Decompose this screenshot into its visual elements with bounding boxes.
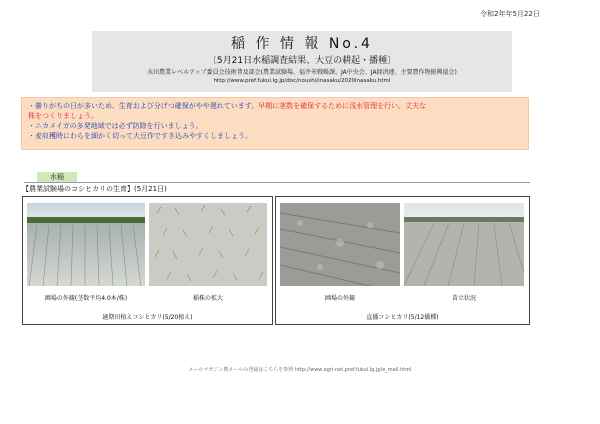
panel-caption-direct-seeded: 直播コシヒカリ(5/12播種) (366, 314, 439, 321)
photo-caption-plant-closeup: 稲株の拡大 (192, 295, 223, 302)
photo-caption-direct-seeded-field: 圃場の外観 (324, 295, 355, 302)
photo-seedling-establishment (404, 203, 524, 286)
page-subtitle: 〔5月21日水稲調査結果、大豆の耕起・播種〕 (207, 56, 397, 66)
summary-line-2 (28, 111, 522, 121)
header-box (92, 31, 512, 92)
summary-line-1-text: ・曇りがちの日が多いため、生育および分げつ確保がやや遅れています。 (28, 102, 259, 110)
photo-rice-plant-closeup (149, 203, 267, 286)
issue-date: 令和2年年5月22日 (480, 10, 540, 18)
organization-line: 水田農業レベルアップ委員会技術普及部会(農業試験場、福井米戦略課、JA中央会、JA経済連、主要農作物振興協会) (147, 69, 457, 76)
section-tag-rice: 水稲 (37, 172, 77, 182)
summary-line-1 (28, 101, 522, 111)
summary-line-4: ・麦収穫時にわらを細かく切って大豆作ですき込みやすくしましょう。 (28, 132, 252, 140)
summary-line-2-highlight: 株をつくりましょう。 (28, 112, 98, 120)
summary-line-3: ・ニカメイガの多発地域では必ず防除を行いましょう。 (28, 122, 203, 130)
summary-line-1-highlight: 早期に茎数を確保するために浅水管理を行い、丈夫な (258, 102, 427, 110)
section-divider (24, 182, 530, 183)
panel-transplanted (22, 196, 273, 325)
photo-caption-seedling-establishment: 苗立状況 (451, 295, 476, 302)
panel-direct-seeded (275, 196, 530, 325)
summary-box (21, 97, 529, 150)
footer-mail-magazine-link[interactable]: メールマガジン農メールの登録はこちらを参照 http://www.agri-net.pref.fukui.lg.jp/e_mail.html (188, 367, 412, 373)
panel-caption-transplanted: 適期田植えコシヒカリ(5/20植え) (102, 314, 193, 321)
photo-caption-field-overview: 圃場の外観(茎数平均4.0本/株) (44, 295, 128, 302)
section-subheading: 【農業試験場のコシヒカリの生育】(5月21日) (22, 185, 167, 193)
page-url[interactable]: http://www.pref.fukui.lg.jp/doc/noushi/inasaku/2020inasaku.html (213, 78, 391, 84)
photo-paddy-field-overview (27, 203, 145, 286)
page-title: 稲 作 情 報 No.4 (231, 36, 373, 52)
photo-direct-seeded-field (280, 203, 400, 286)
